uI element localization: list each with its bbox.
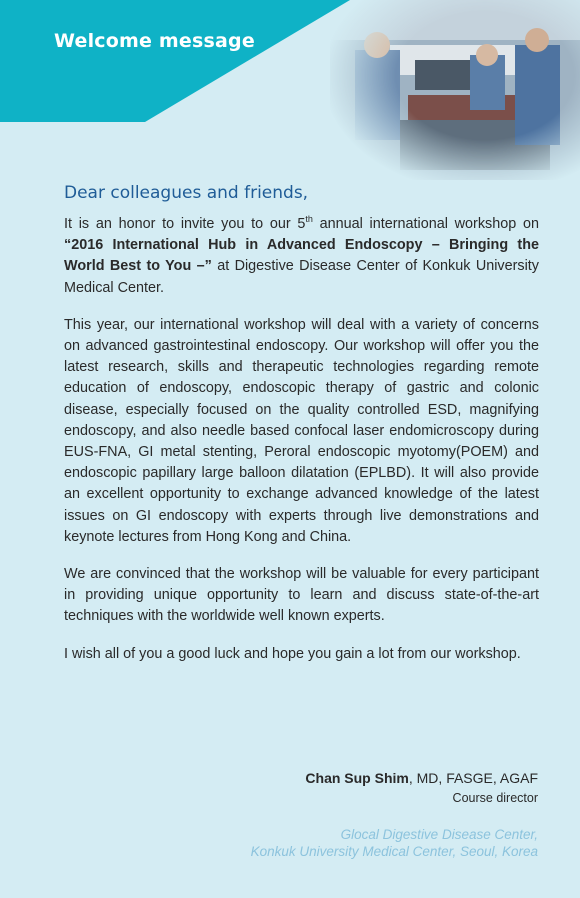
intro-paragraph bbox=[64, 214, 539, 299]
workshop-title: “2016 International Hub in Advanced Endoscopy – Bringing the World Best to You –” bbox=[64, 237, 539, 275]
program-paragraph: This year, our international workshop will deal with a variety of concerns on advanced gastrointestinal endoscopy. Our workshop will offer you the latest research, skills and therapeutic technologies regarding remote education of endoscopy, endoscopic therapy of gastric and colonic disease, especially focused on the quality controlled ESD, magnifying endoscopy, and also needle based confocal laser endomicroscopy during EUS-FNA, GI metal stenting, Peroral endoscopic myotomy(POEM) and endoscopic papillary large balloon dilatation (EPLBD). It will also provide an excellent opportunity to exchange advanced knowledge of the latest issues on GI endoscopy with experts through live demonstrations and keynote lectures from Hong Kong and China. bbox=[64, 316, 539, 545]
signatory-role: Course director bbox=[452, 791, 538, 805]
closing-paragraph: I wish all of you a good luck and hope you gain a lot from our workshop. bbox=[64, 645, 521, 662]
page-title: Welcome message bbox=[54, 30, 255, 52]
intro-text-start: It is an honor to invite you to our 5 bbox=[64, 216, 306, 232]
value-paragraph: We are convinced that the workshop will be valuable for every participant in providing unique opportunity to learn and discuss state-of-the-art techniques with the worldwide well known experts. bbox=[64, 566, 539, 625]
endoscopy-team-photo bbox=[330, 0, 580, 180]
institution-block bbox=[251, 826, 538, 860]
institution-line-2: Konkuk University Medical Center, Seoul, Korea bbox=[250, 844, 538, 859]
letter-body bbox=[64, 183, 539, 681]
signatory-name: Chan Sup Shim bbox=[305, 770, 409, 786]
signatory-credentials: , MD, FASGE, AGAF bbox=[408, 770, 538, 786]
intro-text-continued: annual international workshop on bbox=[312, 216, 539, 232]
signature-block bbox=[305, 769, 538, 806]
intro-text-end: at Digestive Disease Center of Konkuk University Medical Center. bbox=[64, 258, 539, 296]
institution-line-1: Glocal Digestive Disease Center, bbox=[340, 827, 538, 842]
ordinal-suffix: th bbox=[305, 214, 313, 225]
signatory-line bbox=[305, 769, 538, 787]
teal-banner-shape bbox=[0, 0, 350, 122]
greeting-heading: Dear colleagues and friends, bbox=[64, 183, 309, 203]
